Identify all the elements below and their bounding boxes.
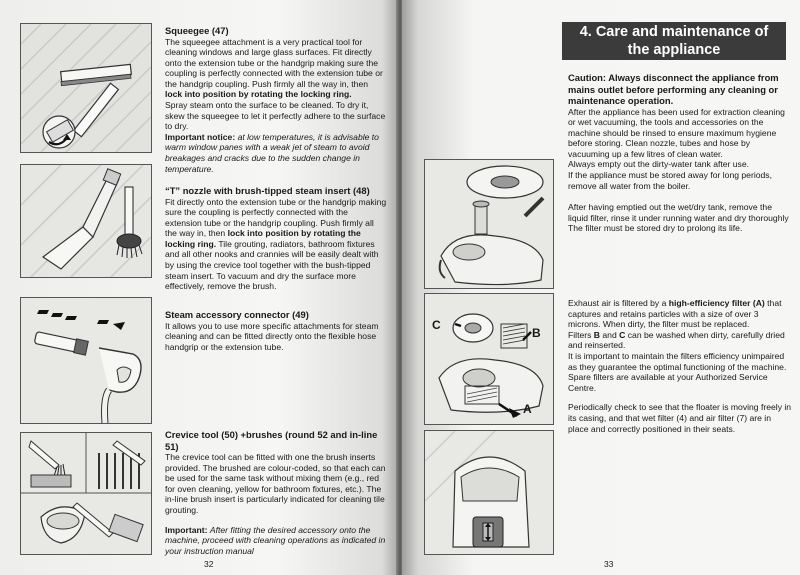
liquid-filter-section (568, 202, 792, 234)
page-title-line-1: 4. Care and maintenance of (579, 24, 769, 40)
t-nozzle-section (165, 185, 387, 292)
exhaust-filters-illustration (424, 293, 554, 425)
crevice-tool-heading: Crevice tool (50) +brushes (round 52 and in-line 51) (165, 429, 378, 452)
steam-connector-illustration (20, 297, 152, 424)
exhaust-filter-section (568, 298, 792, 434)
squeegee-heading: Squeegee (47) (165, 25, 229, 36)
floater-illustration (424, 430, 554, 555)
spare-filters: Spare filters are available at your Authorized Service Centre. (568, 372, 768, 393)
t-nozzle-illustration (20, 164, 152, 278)
exhaust-filter-intro: Exhaust air is filtered by a high-efficiency filter (A) that captures and retains particles with a size of over 3 microns. When dirty, the filter must be replaced. (568, 298, 782, 330)
liquid-filter-instructions: After having emptied out the wet/dry tank, remove the liquid filter, rinse it under running water and dry thoroughly (568, 202, 789, 223)
liquid-filter-storage: The filter must be stored dry to prolong its life. (568, 223, 743, 234)
floater-check: Periodically check to see that the floater is moving freely in its casing, and that wet filter (4) and air filter (7) are in place and correctly positioned in their seats. (568, 402, 792, 434)
right-page (402, 0, 800, 575)
filter-label-c: C (432, 318, 441, 332)
filter-label-a: A (523, 402, 532, 416)
care-section (568, 72, 792, 191)
t-nozzle-heading: “T” nozzle with brush-tipped steam insert (48) (165, 185, 370, 196)
squeegee-section (165, 25, 387, 174)
filter-efficiency: It is important to maintain the filters efficiency unimpaired as they guarantee the optimal functioning of the machine. (568, 350, 787, 372)
squeegee-illustration (20, 23, 152, 153)
page-title (562, 22, 786, 60)
steam-connector-heading: Steam accessory connector (49) (165, 309, 309, 320)
left-page (0, 0, 398, 575)
crevice-tool-section (165, 429, 387, 556)
liquid-filter-illustration (424, 159, 554, 289)
care-rinse-instructions: After the appliance has been used for extraction cleaning or wet vacuuming, the tools and accessories on the machine should be rinsed to ensure maximum hygiene before storing. Clean nozzle, tubes and hose by vacuuming up a few litres of clean water. (568, 106, 785, 159)
t-nozzle-instructions: Fit directly onto the extension tube or the handgrip making sure the coupling is perfectly connected with the extension tube or the handgrip coupling. Push firmly all the way in, then lock into position by rotating the locking ring. Tile grouting, radiators, bathroom fixtures and all other nooks and crannies will be easily dealt with by using the crevice tool together with the bush-tipped steam insert. To vacuum and dry the surface more effectively, remove the brush. (165, 196, 387, 292)
squeegee-drying: Spray steam onto the surface to be cleaned. To dry it, skew the squeegee to let it perfectly adhere to the surface to dry. (165, 100, 386, 132)
crevice-tool-illustration (20, 432, 152, 555)
squeegee-notice: Important notice: at low temperatures, it is advisable to warm window panes with a weak jet of steam to avoid breakages and cracks due to the sudden change in temperature. (165, 131, 379, 174)
page-number-right: 33 (604, 559, 614, 569)
caution-notice: Caution: Always disconnect the appliance from mains outlet before performing any cleaning or maintenance operation. (568, 72, 779, 106)
squeegee-instructions: The squeegee attachment is a very practical tool for cleaning windows and large glass surfaces. Fit directly onto the extension tube or the handgrip making sure the coupling is perfectly connected with the extension tube or the handgrip coupling. Push firmly all the way in, then lock into position by rotating the locking ring. (165, 36, 383, 100)
care-empty-tank: Always empty out the dirty-water tank after use. (568, 159, 750, 170)
steam-connector-description: It allows you to use more specific attachments for steam cleaning and can be fitted directly onto the flexible hose handgrip or the extension tube. (165, 320, 379, 352)
crevice-tool-important: Important: After fitting the desired accessory onto the machine, proceed with cleaning operations as indicated in your instruction manual (165, 524, 386, 556)
steam-connector-section (165, 309, 387, 352)
filter-label-b: B (532, 326, 541, 340)
page-title-line-2: the appliance (627, 42, 721, 58)
washable-filters: Filters B and C can be washed when dirty, carefully dried and reinserted. (568, 329, 785, 351)
page-number-left: 32 (204, 559, 214, 569)
crevice-tool-description: The crevice tool can be fitted with one the brush inserts provided. The brushed are colour-coded, so that each can be used for the same task without mixing them (e.g., red for oven cleaning, yellow for bathroom fixtures, etc.). The in-line brush insert is particularly indicated for cleaning tile grouting. (165, 452, 386, 515)
care-long-storage: If the appliance must be stored away for long periods, remove all water from the boiler. (568, 170, 772, 191)
